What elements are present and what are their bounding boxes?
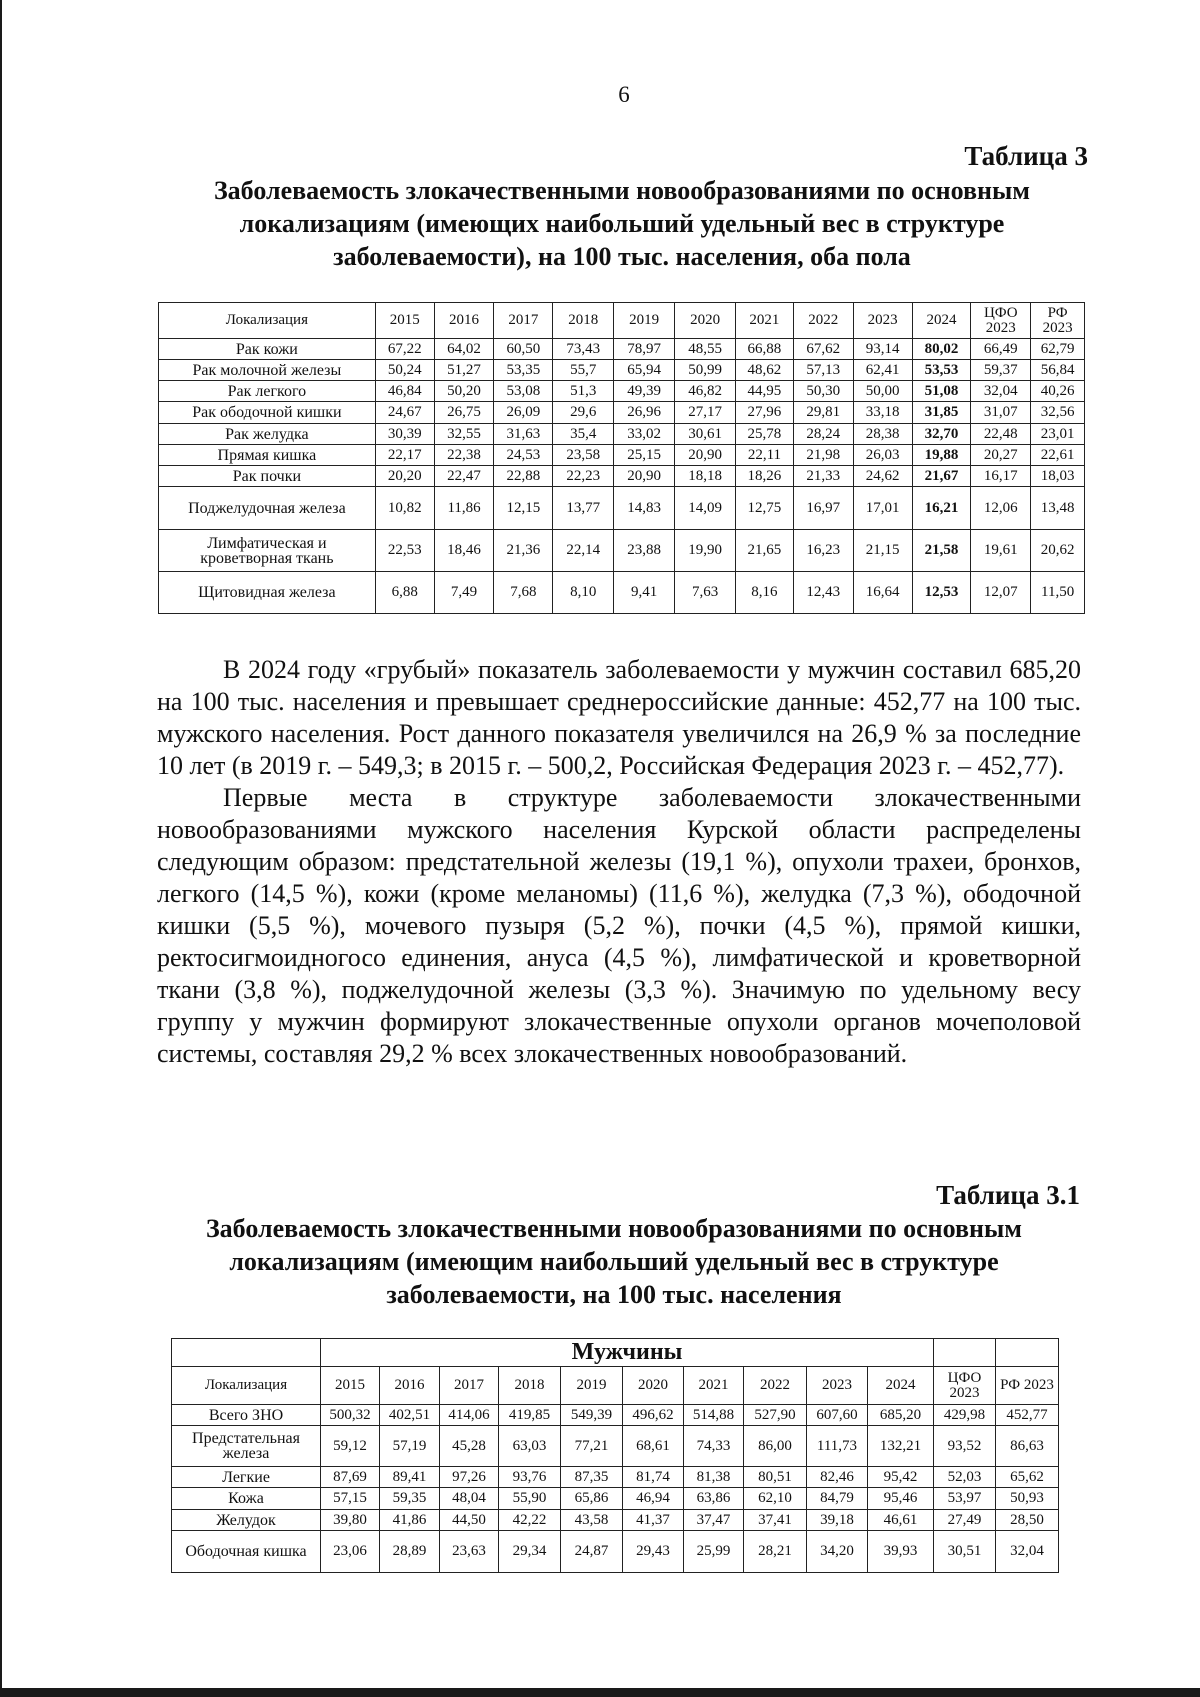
value-cell: 46,61	[868, 1510, 934, 1531]
value-cell: 16,97	[793, 487, 853, 530]
column-header: ЦФО 2023	[971, 303, 1031, 339]
value-cell: 402,51	[380, 1405, 440, 1426]
value-cell: 23,63	[440, 1531, 499, 1573]
value-cell: 65,62	[996, 1467, 1059, 1488]
value-cell: 80,02	[912, 339, 971, 360]
value-cell: 78,97	[614, 339, 675, 360]
value-cell: 30,51	[934, 1531, 996, 1573]
row-label-cell: Лимфатическая и кроветворная ткань	[159, 530, 376, 572]
value-cell: 10,82	[375, 487, 434, 530]
column-header: 2019	[614, 303, 675, 339]
value-cell: 51,3	[553, 381, 614, 402]
table3-title-line: локализациям (имеющих наибольший удельный вес в структуре	[239, 209, 1005, 238]
value-cell: 46,82	[675, 381, 736, 402]
table31-title-line: локализациям (имеющим наибольший удельный вес в структуре	[229, 1247, 999, 1276]
value-cell: 40,26	[1031, 381, 1085, 402]
row-label-cell: Рак легкого	[159, 381, 376, 402]
value-cell: 19,61	[971, 530, 1031, 572]
table-row	[172, 1488, 1059, 1510]
value-cell: 23,01	[1031, 424, 1085, 445]
value-cell: 20,90	[614, 466, 675, 487]
value-cell: 24,53	[494, 445, 553, 466]
value-cell: 59,12	[321, 1426, 380, 1467]
value-cell: 50,30	[793, 381, 853, 402]
value-cell: 62,10	[744, 1488, 807, 1510]
value-cell: 95,42	[868, 1467, 934, 1488]
value-cell: 67,62	[793, 339, 853, 360]
value-cell: 93,52	[934, 1426, 996, 1467]
value-cell: 50,93	[996, 1488, 1059, 1510]
column-header: РФ 2023	[996, 1367, 1059, 1405]
value-cell: 607,60	[807, 1405, 868, 1426]
row-label-cell: Кожа	[172, 1488, 321, 1510]
group-header-cell: Мужчины	[321, 1339, 934, 1367]
value-cell: 16,21	[912, 487, 971, 530]
value-cell: 28,24	[793, 424, 853, 445]
value-cell: 57,19	[380, 1426, 440, 1467]
value-cell: 52,03	[934, 1467, 996, 1488]
table-row	[172, 1405, 1059, 1426]
value-cell: 22,17	[375, 445, 434, 466]
value-cell: 74,33	[684, 1426, 744, 1467]
value-cell: 452,77	[996, 1405, 1059, 1426]
value-cell: 45,28	[440, 1426, 499, 1467]
table3-title-line: Заболеваемость злокачественными новообразованиями по основным	[213, 176, 1031, 205]
page-frame-left	[0, 0, 2, 1697]
value-cell: 8,16	[736, 572, 794, 614]
group-spacer-cell	[934, 1339, 996, 1367]
value-cell: 55,90	[499, 1488, 561, 1510]
value-cell: 21,58	[912, 530, 971, 572]
value-cell: 59,37	[971, 360, 1031, 381]
value-cell: 19,88	[912, 445, 971, 466]
value-cell: 18,03	[1031, 466, 1085, 487]
table-group-row	[172, 1339, 1059, 1367]
value-cell: 28,38	[853, 424, 912, 445]
value-cell: 27,49	[934, 1510, 996, 1531]
table-row	[172, 1531, 1059, 1573]
value-cell: 63,03	[499, 1426, 561, 1467]
column-header: 2024	[912, 303, 971, 339]
value-cell: 21,98	[793, 445, 853, 466]
value-cell: 93,76	[499, 1467, 561, 1488]
table31-title	[140, 1212, 1088, 1311]
value-cell: 82,46	[807, 1467, 868, 1488]
value-cell: 31,85	[912, 402, 971, 424]
value-cell: 16,17	[971, 466, 1031, 487]
value-cell: 414,06	[440, 1405, 499, 1426]
value-cell: 66,49	[971, 339, 1031, 360]
value-cell: 18,46	[434, 530, 494, 572]
column-header: 2016	[380, 1367, 440, 1405]
value-cell: 549,39	[561, 1405, 623, 1426]
value-cell: 44,50	[440, 1510, 499, 1531]
row-label-cell: Щитовидная железа	[159, 572, 376, 614]
value-cell: 97,26	[440, 1467, 499, 1488]
value-cell: 22,14	[553, 530, 614, 572]
value-cell: 26,96	[614, 402, 675, 424]
value-cell: 65,86	[561, 1488, 623, 1510]
value-cell: 56,84	[1031, 360, 1085, 381]
value-cell: 32,55	[434, 424, 494, 445]
value-cell: 95,46	[868, 1488, 934, 1510]
value-cell: 21,36	[494, 530, 553, 572]
table-row	[159, 530, 1085, 572]
value-cell: 62,79	[1031, 339, 1085, 360]
value-cell: 73,43	[553, 339, 614, 360]
value-cell: 12,06	[971, 487, 1031, 530]
value-cell: 26,03	[853, 445, 912, 466]
page-frame-bottom	[0, 1688, 1200, 1697]
value-cell: 49,39	[614, 381, 675, 402]
value-cell: 12,75	[736, 487, 794, 530]
value-cell: 25,99	[684, 1531, 744, 1573]
column-header: 2017	[440, 1367, 499, 1405]
value-cell: 57,13	[793, 360, 853, 381]
value-cell: 29,81	[793, 402, 853, 424]
value-cell: 23,58	[553, 445, 614, 466]
value-cell: 500,32	[321, 1405, 380, 1426]
body-text	[157, 654, 1081, 1070]
value-cell: 28,50	[996, 1510, 1059, 1531]
row-label-cell: Рак молочной железы	[159, 360, 376, 381]
value-cell: 39,80	[321, 1510, 380, 1531]
value-cell: 25,15	[614, 445, 675, 466]
value-cell: 42,22	[499, 1510, 561, 1531]
table-row	[159, 424, 1085, 445]
value-cell: 32,04	[971, 381, 1031, 402]
table-header-row	[172, 1367, 1059, 1405]
value-cell: 12,43	[793, 572, 853, 614]
value-cell: 20,90	[675, 445, 736, 466]
value-cell: 89,41	[380, 1467, 440, 1488]
value-cell: 33,02	[614, 424, 675, 445]
value-cell: 12,15	[494, 487, 553, 530]
value-cell: 22,23	[553, 466, 614, 487]
value-cell: 22,61	[1031, 445, 1085, 466]
table3-title	[148, 174, 1096, 273]
value-cell: 34,20	[807, 1531, 868, 1573]
row-label-cell: Предстательная железа	[172, 1426, 321, 1467]
value-cell: 21,33	[793, 466, 853, 487]
table-row	[159, 445, 1085, 466]
column-header: 2020	[675, 303, 736, 339]
value-cell: 18,26	[736, 466, 794, 487]
value-cell: 80,51	[744, 1467, 807, 1488]
value-cell: 31,63	[494, 424, 553, 445]
row-label-cell: Рак желудка	[159, 424, 376, 445]
value-cell: 21,67	[912, 466, 971, 487]
value-cell: 67,22	[375, 339, 434, 360]
value-cell: 68,61	[623, 1426, 684, 1467]
value-cell: 419,85	[499, 1405, 561, 1426]
value-cell: 29,34	[499, 1531, 561, 1573]
value-cell: 37,47	[684, 1510, 744, 1531]
column-header: 2023	[853, 303, 912, 339]
table-row	[159, 487, 1085, 530]
column-header: 2015	[375, 303, 434, 339]
row-label-cell: Ободочная кишка	[172, 1531, 321, 1573]
value-cell: 23,06	[321, 1531, 380, 1573]
value-cell: 16,23	[793, 530, 853, 572]
value-cell: 20,27	[971, 445, 1031, 466]
value-cell: 7,68	[494, 572, 553, 614]
value-cell: 48,62	[736, 360, 794, 381]
row-label-cell: Рак ободочной кишки	[159, 402, 376, 424]
value-cell: 13,48	[1031, 487, 1085, 530]
value-cell: 32,56	[1031, 402, 1085, 424]
value-cell: 81,38	[684, 1467, 744, 1488]
value-cell: 77,21	[561, 1426, 623, 1467]
value-cell: 22,48	[971, 424, 1031, 445]
value-cell: 24,67	[375, 402, 434, 424]
value-cell: 18,18	[675, 466, 736, 487]
group-spacer-cell	[172, 1339, 321, 1367]
table-row	[159, 381, 1085, 402]
table-row	[159, 402, 1085, 424]
column-header: 2018	[553, 303, 614, 339]
column-header: 2016	[434, 303, 494, 339]
value-cell: 26,75	[434, 402, 494, 424]
value-cell: 53,35	[494, 360, 553, 381]
value-cell: 22,53	[375, 530, 434, 572]
value-cell: 63,86	[684, 1488, 744, 1510]
value-cell: 514,88	[684, 1405, 744, 1426]
value-cell: 50,20	[434, 381, 494, 402]
group-spacer-cell	[996, 1339, 1059, 1367]
value-cell: 132,21	[868, 1426, 934, 1467]
value-cell: 93,14	[853, 339, 912, 360]
value-cell: 17,01	[853, 487, 912, 530]
value-cell: 32,04	[996, 1531, 1059, 1573]
table-row	[159, 360, 1085, 381]
table-row	[172, 1510, 1059, 1531]
value-cell: 23,88	[614, 530, 675, 572]
value-cell: 111,73	[807, 1426, 868, 1467]
column-header: 2024	[868, 1367, 934, 1405]
value-cell: 27,17	[675, 402, 736, 424]
value-cell: 8,10	[553, 572, 614, 614]
table-row	[159, 572, 1085, 614]
value-cell: 37,41	[744, 1510, 807, 1531]
value-cell: 25,78	[736, 424, 794, 445]
value-cell: 39,93	[868, 1531, 934, 1573]
value-cell: 48,55	[675, 339, 736, 360]
value-cell: 16,64	[853, 572, 912, 614]
column-header: 2019	[561, 1367, 623, 1405]
value-cell: 12,53	[912, 572, 971, 614]
row-label-cell: Поджелудочная железа	[159, 487, 376, 530]
value-cell: 30,39	[375, 424, 434, 445]
value-cell: 33,18	[853, 402, 912, 424]
value-cell: 12,07	[971, 572, 1031, 614]
value-cell: 6,88	[375, 572, 434, 614]
value-cell: 50,99	[675, 360, 736, 381]
column-header: 2017	[494, 303, 553, 339]
value-cell: 60,50	[494, 339, 553, 360]
value-cell: 20,62	[1031, 530, 1085, 572]
table3-title-line: заболеваемости), на 100 тыс. населения, оба пола	[333, 242, 911, 271]
column-header: 2021	[684, 1367, 744, 1405]
table-row	[172, 1467, 1059, 1488]
column-header: 2023	[807, 1367, 868, 1405]
value-cell: 65,94	[614, 360, 675, 381]
value-cell: 22,88	[494, 466, 553, 487]
table-row	[172, 1426, 1059, 1467]
table31-title-line: заболеваемости, на 100 тыс. населения	[386, 1280, 842, 1309]
value-cell: 43,58	[561, 1510, 623, 1531]
value-cell: 496,62	[623, 1405, 684, 1426]
value-cell: 27,96	[736, 402, 794, 424]
value-cell: 57,15	[321, 1488, 380, 1510]
value-cell: 685,20	[868, 1405, 934, 1426]
column-header: РФ 2023	[1031, 303, 1085, 339]
value-cell: 86,63	[996, 1426, 1059, 1467]
table3-label: Таблица 3	[964, 141, 1088, 171]
value-cell: 53,08	[494, 381, 553, 402]
value-cell: 22,38	[434, 445, 494, 466]
value-cell: 53,53	[912, 360, 971, 381]
value-cell: 46,94	[623, 1488, 684, 1510]
row-label-cell: Рак почки	[159, 466, 376, 487]
value-cell: 22,11	[736, 445, 794, 466]
table-row	[159, 466, 1085, 487]
value-cell: 20,20	[375, 466, 434, 487]
value-cell: 13,77	[553, 487, 614, 530]
value-cell: 11,50	[1031, 572, 1085, 614]
row-label-cell: Желудок	[172, 1510, 321, 1531]
table-header-row	[159, 303, 1085, 339]
value-cell: 41,37	[623, 1510, 684, 1531]
table31-title-line: Заболеваемость злокачественными новообразованиями по основным	[205, 1214, 1023, 1243]
value-cell: 81,74	[623, 1467, 684, 1488]
value-cell: 48,04	[440, 1488, 499, 1510]
column-header: 2022	[793, 303, 853, 339]
value-cell: 46,84	[375, 381, 434, 402]
value-cell: 24,87	[561, 1531, 623, 1573]
value-cell: 59,35	[380, 1488, 440, 1510]
row-label-cell: Прямая кишка	[159, 445, 376, 466]
page-number: 6	[618, 82, 630, 107]
value-cell: 86,00	[744, 1426, 807, 1467]
column-header: 2021	[736, 303, 794, 339]
value-cell: 66,88	[736, 339, 794, 360]
value-cell: 53,97	[934, 1488, 996, 1510]
value-cell: 28,89	[380, 1531, 440, 1573]
value-cell: 50,00	[853, 381, 912, 402]
value-cell: 62,41	[853, 360, 912, 381]
value-cell: 44,95	[736, 381, 794, 402]
row-label-cell: Всего ЗНО	[172, 1405, 321, 1426]
value-cell: 87,69	[321, 1467, 380, 1488]
column-header: ЦФО 2023	[934, 1367, 996, 1405]
value-cell: 55,7	[553, 360, 614, 381]
value-cell: 11,86	[434, 487, 494, 530]
paragraph: Первые места в структуре заболеваемости злокачественными новообразованиями мужского населения Курской области распределены следующим образом: предстательной железы (19,1 %), опухоли трахеи, бронхов, легкого (14,5 %), кожи (кроме меланомы) (11,6 %), желудка (7,3 %), ободочной кишки (5,5 %), мочевого пузыря (5,2 %), почки (4,5 %), прямой кишки, ректосигмоидногосо единения, ануса (4,5 %), лимфатической и кроветворной ткани (3,8 %), поджелудочной железы (3,3 %). Значимую по удельному весу группу у мужчин формируют злокачественные опухоли органов мочеполовой системы, составляя 29,2 % всех злокачественных новообразований.	[157, 783, 1081, 1068]
value-cell: 28,21	[744, 1531, 807, 1573]
table-row	[159, 339, 1085, 360]
column-header: 2022	[744, 1367, 807, 1405]
column-header: Локализация	[172, 1367, 321, 1405]
value-cell: 24,62	[853, 466, 912, 487]
value-cell: 9,41	[614, 572, 675, 614]
value-cell: 87,35	[561, 1467, 623, 1488]
value-cell: 7,49	[434, 572, 494, 614]
value-cell: 84,79	[807, 1488, 868, 1510]
table31	[171, 1338, 1059, 1573]
value-cell: 7,63	[675, 572, 736, 614]
value-cell: 429,98	[934, 1405, 996, 1426]
table31-label: Таблица 3.1	[936, 1180, 1080, 1210]
value-cell: 50,24	[375, 360, 434, 381]
value-cell: 29,6	[553, 402, 614, 424]
value-cell: 21,65	[736, 530, 794, 572]
value-cell: 26,09	[494, 402, 553, 424]
value-cell: 22,47	[434, 466, 494, 487]
value-cell: 19,90	[675, 530, 736, 572]
value-cell: 35,4	[553, 424, 614, 445]
value-cell: 30,61	[675, 424, 736, 445]
value-cell: 64,02	[434, 339, 494, 360]
row-label-cell: Легкие	[172, 1467, 321, 1488]
value-cell: 51,08	[912, 381, 971, 402]
value-cell: 39,18	[807, 1510, 868, 1531]
column-header: 2020	[623, 1367, 684, 1405]
value-cell: 51,27	[434, 360, 494, 381]
value-cell: 21,15	[853, 530, 912, 572]
value-cell: 31,07	[971, 402, 1031, 424]
column-header: 2018	[499, 1367, 561, 1405]
value-cell: 14,09	[675, 487, 736, 530]
value-cell: 527,90	[744, 1405, 807, 1426]
value-cell: 14,83	[614, 487, 675, 530]
column-header: Локализация	[159, 303, 376, 339]
value-cell: 32,70	[912, 424, 971, 445]
value-cell: 41,86	[380, 1510, 440, 1531]
value-cell: 29,43	[623, 1531, 684, 1573]
column-header: 2015	[321, 1367, 380, 1405]
paragraph: В 2024 году «грубый» показатель заболеваемости у мужчин составил 685,20 на 100 тыс. населения и превышает среднероссийские данные: 452,77 на 100 тыс. мужского населения. Рост данного показателя увеличился на 26,9 % за последние 10 лет (в 2019 г. – 549,3; в 2015 г. – 500,2, Российская Федерация 2023 г. – 452,77).	[157, 655, 1081, 780]
table3	[158, 302, 1085, 614]
row-label-cell: Рак кожи	[159, 339, 376, 360]
